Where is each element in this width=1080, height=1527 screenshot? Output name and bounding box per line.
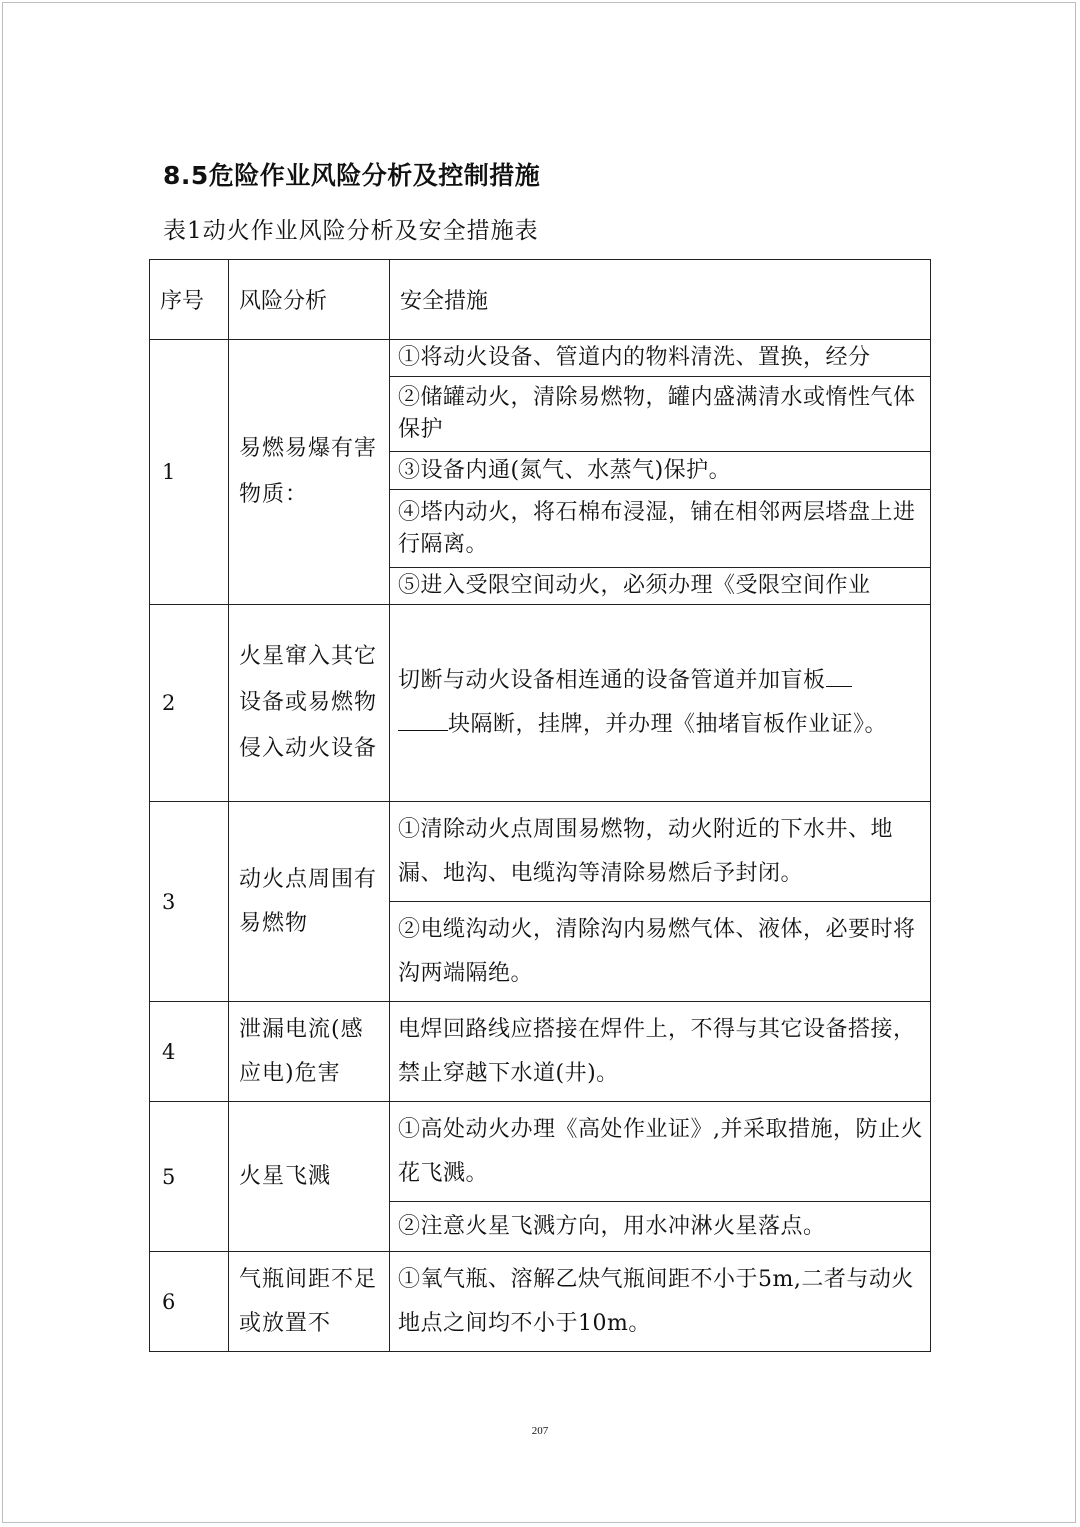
page-number: 207 [531, 1425, 549, 1437]
measure-cell: ①将动火设备、管道内的物料清洗、置换，经分 [390, 340, 931, 377]
risk-analysis-table [149, 259, 931, 1352]
measure-cell: ⑤进入受限空间动火，必须办理《受限空间作业 [390, 568, 931, 605]
risk-cell: 气瓶间距不足或放置不 [229, 1252, 390, 1352]
table-row [150, 1002, 931, 1102]
measure-cell: ①氧气瓶、溶解乙炔气瓶间距不小于5m,二者与动火地点之间均不小于10m。 [390, 1252, 931, 1352]
header-risk: 风险分析 [229, 260, 390, 340]
row-num: 6 [150, 1252, 229, 1352]
section-heading: 8.5危险作业风险分析及控制措施 [163, 161, 541, 190]
row-num: 5 [150, 1102, 229, 1252]
table-row [150, 340, 931, 377]
measure-cell: ②储罐动火，清除易燃物，罐内盛满清水或惰性气体保护 [390, 377, 931, 452]
row-num: 2 [150, 605, 229, 802]
fill-blank [826, 664, 852, 687]
row-num: 3 [150, 802, 229, 1002]
row-num: 1 [150, 340, 229, 605]
measure-cell: ①清除动火点周围易燃物，动火附近的下水井、地漏、地沟、电缆沟等清除易燃后予封闭。 [390, 802, 931, 902]
table-header-row [150, 260, 931, 340]
measure-cell: ③设备内通(氮气、水蒸气)保护。 [390, 452, 931, 490]
table-row [150, 1102, 931, 1202]
measure-cell: ①高处动火办理《高处作业证》,并采取措施，防止火花飞溅。 [390, 1102, 931, 1202]
risk-cell: 动火点周围有易燃物 [229, 802, 390, 1002]
measure-text: 块隔断，挂牌，并办理《抽堵盲板作业证》。 [448, 712, 888, 737]
table-caption: 表1动火作业风险分析及安全措施表 [163, 218, 539, 244]
measure-cell: 电焊回路线应搭接在焊件上，不得与其它设备搭接，禁止穿越下水道(井)。 [390, 1002, 931, 1102]
measure-cell: ②注意火星飞溅方向，用水冲淋火星落点。 [390, 1202, 931, 1252]
risk-cell: 易燃易爆有害物质： [229, 340, 390, 605]
table-row [150, 1252, 931, 1352]
header-num: 序号 [150, 260, 229, 340]
measure-cell: ④塔内动火，将石棉布浸湿，铺在相邻两层塔盘上进行隔离。 [390, 490, 931, 568]
header-measures: 安全措施 [390, 260, 931, 340]
table-row [150, 605, 931, 802]
risk-cell: 火星飞溅 [229, 1102, 390, 1252]
row-num: 4 [150, 1002, 229, 1102]
risk-cell: 泄漏电流(感应电)危害 [229, 1002, 390, 1102]
measure-cell [390, 605, 931, 802]
measure-cell: ②电缆沟动火，清除沟内易燃气体、液体，必要时将沟两端隔绝。 [390, 902, 931, 1002]
fill-blank [398, 708, 448, 731]
risk-cell: 火星窜入其它设备或易燃物侵入动火设备 [229, 605, 390, 802]
table-row [150, 802, 931, 902]
measure-text: 切断与动火设备相连通的设备管道并加盲板 [398, 668, 826, 693]
